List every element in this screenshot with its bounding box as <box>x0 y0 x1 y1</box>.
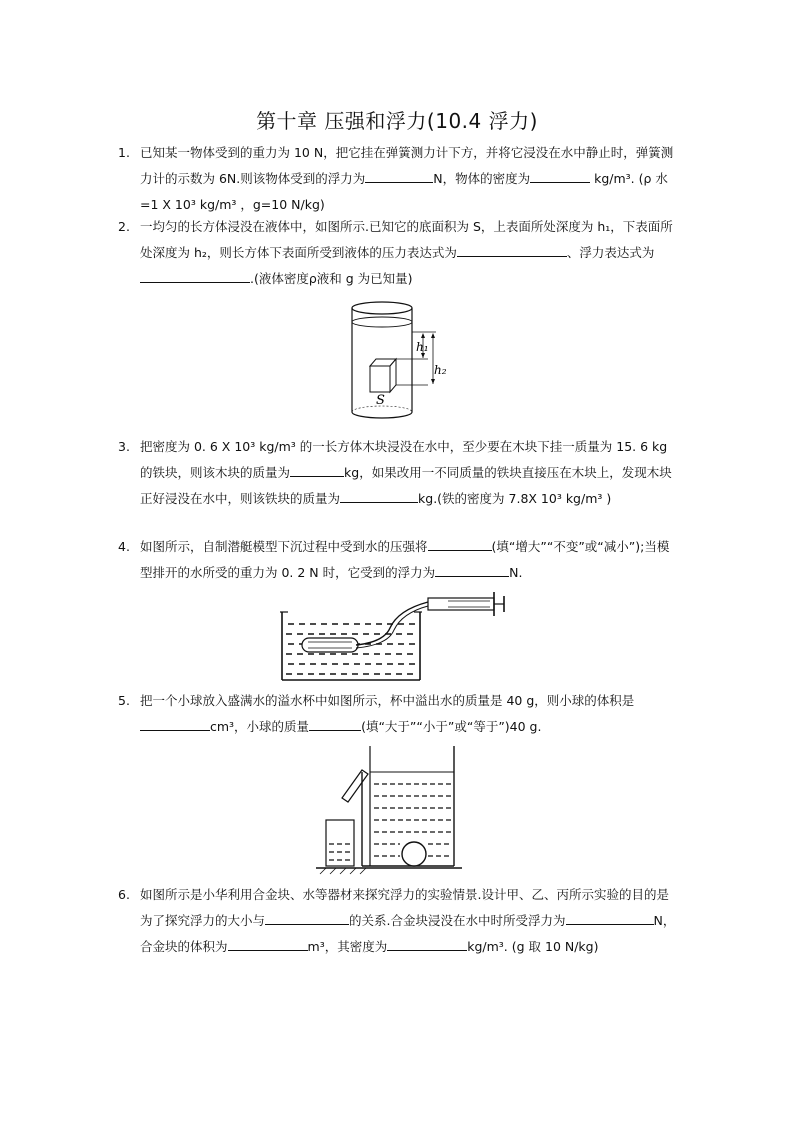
question-number: 4. <box>118 539 130 554</box>
question-text: kg/m³. (ρ 水=1 X 10³ kg/m³ ，g=10 N/kg) <box>140 171 668 212</box>
question-text: 如图所示是小华利用合金块、水等器材来探究浮力的实验情景.设计甲、乙、丙所示实验的目的是为了探究浮力的大小与 <box>140 887 669 928</box>
question-text: kg/m³. (g 取 10 N/kg) <box>467 939 599 954</box>
question-text: m³，其密度为 <box>307 939 388 954</box>
question-6 <box>118 882 678 960</box>
figure-overflow-cup <box>314 740 464 876</box>
label-h1: h₁ <box>416 340 429 354</box>
answer-blank[interactable] <box>290 462 344 477</box>
answer-blank[interactable] <box>566 910 654 925</box>
answer-blank[interactable] <box>140 716 210 731</box>
answer-blank[interactable] <box>387 936 467 951</box>
question-text: 的关系.合金块浸没在水中时所受浮力为 <box>349 913 566 928</box>
label-s: S <box>376 393 385 408</box>
question-number: 5. <box>118 693 130 708</box>
question-2 <box>118 214 678 292</box>
question-text: N，物体的密度为 <box>433 171 531 186</box>
answer-blank[interactable] <box>309 716 361 731</box>
answer-blank[interactable] <box>428 536 492 551</box>
question-text: kg.(铁的密度为 7.8X 10³ kg/m³ ) <box>418 491 612 506</box>
question-3 <box>118 434 678 512</box>
question-number: 1. <box>118 145 130 160</box>
question-text: kg，如果改用一不同质量的铁块直接压在木块上，发现木块正好浸没在水中，则该铁块的质量为 <box>140 465 672 506</box>
answer-blank[interactable] <box>435 562 509 577</box>
answer-blank[interactable] <box>140 268 250 283</box>
answer-blank[interactable] <box>265 910 349 925</box>
answer-blank[interactable] <box>365 168 433 183</box>
question-text: 把一个小球放入盛满水的溢水杯中如图所示，杯中溢出水的质量是 40 g，则小球的体积是 <box>140 693 635 708</box>
question-text: N. <box>509 565 523 580</box>
answer-blank[interactable] <box>228 936 308 951</box>
page-title: 第十章 压强和浮力(10.4 浮力) <box>256 109 538 133</box>
question-number: 3. <box>118 439 130 454</box>
question-text: (填“增大”“不变”或“减小”);当模型排开的水所受的重力为 0. 2 N 时，它受到的浮力为 <box>140 539 670 580</box>
question-1 <box>118 140 678 218</box>
answer-blank[interactable] <box>530 168 590 183</box>
question-5 <box>118 688 678 740</box>
question-text: N，合金块的体积为 <box>140 913 676 954</box>
question-text: cm³，小球的质量 <box>210 719 310 734</box>
question-text: 一均匀的长方体浸没在液体中，如图所示.已知它的底面积为 S，上表面所处深度为 h₁，下表面所处深度为 h₂，则长方体下表面所受到液体的压力表达式为 <box>140 219 673 260</box>
answer-blank[interactable] <box>457 242 567 257</box>
question-text: 把密度为 0. 6 X 10³ kg/m³ 的一长方体木块浸没在水中，至少要在木块下挂一质量为 15. 6 kg 的铁块，则该木块的质量为 <box>140 439 668 480</box>
figure-cylinder-block <box>340 296 460 424</box>
question-4 <box>118 534 678 586</box>
question-number: 6. <box>118 887 130 902</box>
question-number: 2. <box>118 219 130 234</box>
figure-submarine-tank <box>278 588 510 684</box>
answer-blank[interactable] <box>340 488 418 503</box>
question-text: 如图所示，自制潜艇模型下沉过程中受到水的压强将 <box>140 539 428 554</box>
question-text: .(液体密度ρ液和 g 为已知量) <box>250 271 413 286</box>
label-h2: h₂ <box>434 363 447 377</box>
question-text: 、浮力表达式为 <box>566 245 655 260</box>
question-text: (填“大于”“小于”或“等于”)40 g. <box>361 719 542 734</box>
question-text: 已知某一物体受到的重力为 10 N，把它挂在弹簧测力计下方，并将它浸没在水中静止时，弹簧测力计的示数为 6N.则该物体受到的浮力为 <box>140 145 674 186</box>
